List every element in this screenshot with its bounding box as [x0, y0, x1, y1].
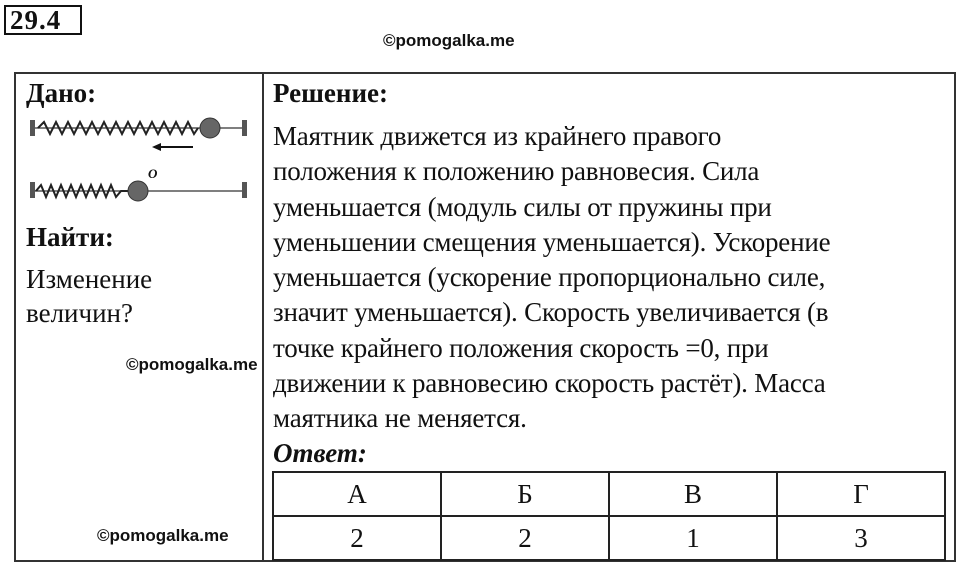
answer-value: 3 [777, 516, 945, 560]
given-title: Дано: [26, 78, 97, 108]
answer-header: Б [441, 472, 609, 516]
find-line: величин? [26, 298, 133, 328]
solution-line: движении к равновесию скорость растёт). Масса [273, 368, 826, 399]
watermark: ©pomogalka.me [126, 355, 258, 374]
answer-header-row [273, 472, 945, 516]
find-text [26, 262, 256, 330]
solution-line: уменьшается (модуль силы от пружины при [273, 191, 772, 222]
answer-value: 2 [441, 516, 609, 560]
watermark: ©pomogalka.me [383, 31, 515, 50]
solution-line: уменьшается (ускорение пропорционально силе, [273, 262, 826, 293]
problem-number: 29.4 [4, 5, 82, 35]
answer-header: Г [777, 472, 945, 516]
equilibrium-spring-figure [30, 166, 247, 201]
solution-line: положения к положению равновесия. Сила [273, 156, 760, 187]
watermark: ©pomogalka.me [97, 526, 229, 545]
solution-text [273, 119, 953, 437]
answer-value-row [273, 516, 945, 560]
solution-line: значит уменьшается). Скорость увеличивается (в [273, 297, 829, 328]
answer-header: А [273, 472, 441, 516]
answer-value: 1 [609, 516, 777, 560]
stretched-spring-figure [30, 118, 247, 151]
solution-title: Решение: [273, 78, 388, 108]
solution-line: точке крайнего положения скорость =0, при [273, 332, 769, 363]
solution-line: Маятник движется из крайнего правого [273, 121, 722, 151]
answer-title: Ответ: [273, 438, 367, 468]
column-divider [262, 72, 264, 562]
find-line: Изменение [26, 264, 153, 294]
spring-pendulum-diagram [28, 114, 250, 210]
solution-line: маятника не меняется. [273, 403, 527, 434]
find-title: Найти: [26, 222, 114, 252]
answer-header: В [609, 472, 777, 516]
equilibrium-label: O [148, 166, 158, 181]
solution-line: уменьшении смещения уменьшается). Ускорение [273, 226, 831, 257]
answer-table [272, 471, 946, 561]
answer-value: 2 [273, 516, 441, 560]
